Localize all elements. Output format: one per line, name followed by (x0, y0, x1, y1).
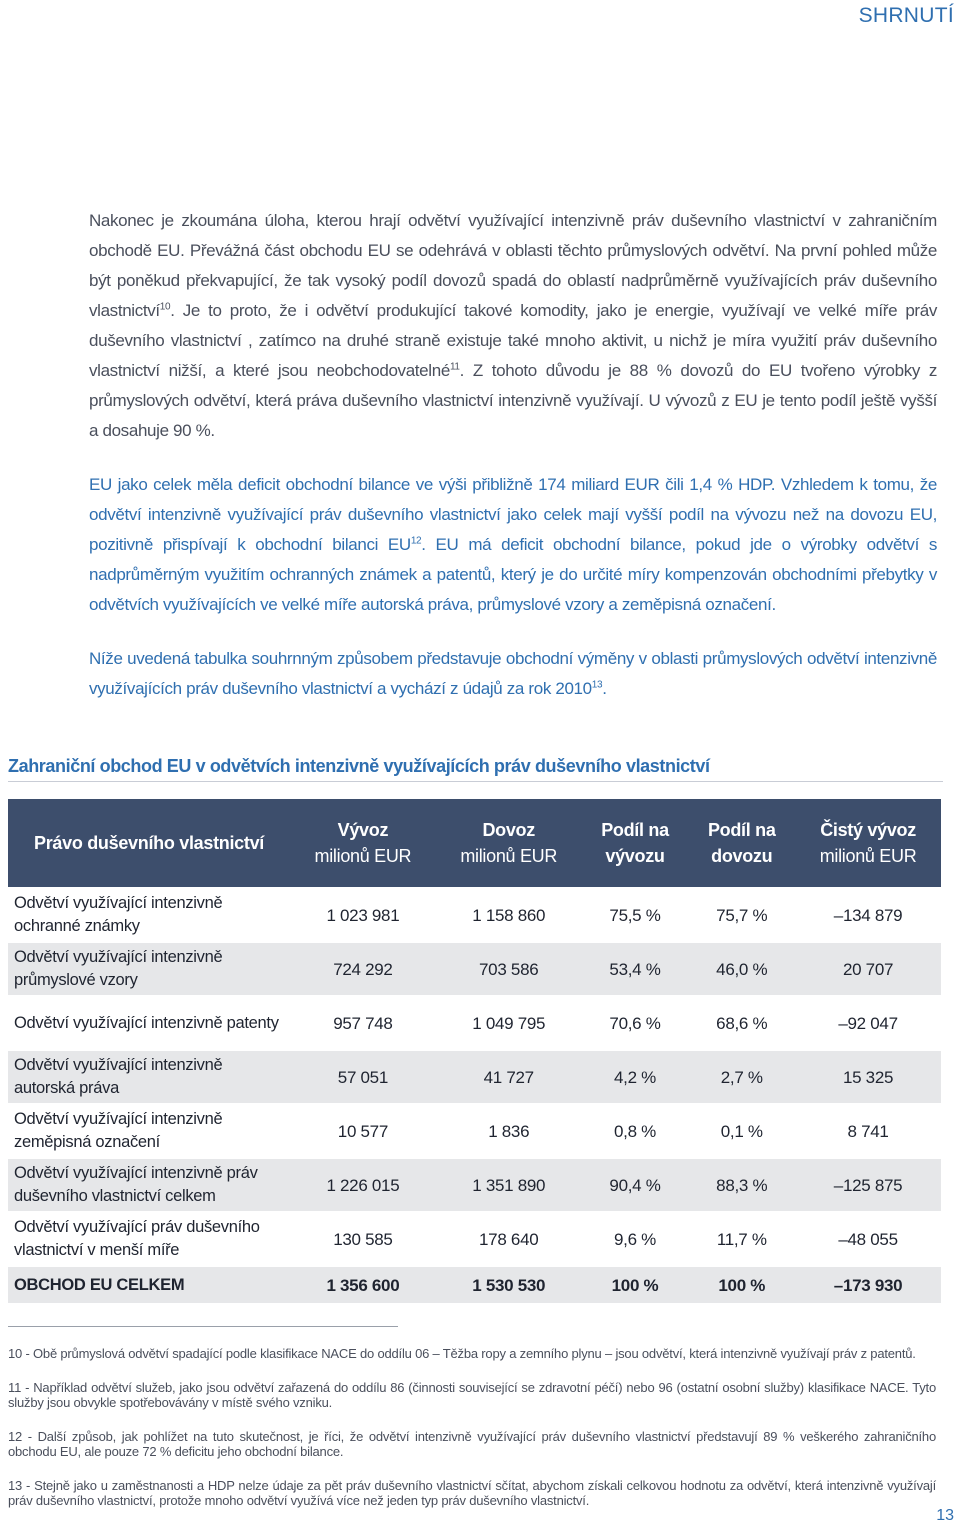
table-title: Zahraniční obchod EU v odvětvích intenzivně využívajících práv duševního vlastnictví (8, 756, 943, 782)
footnote-12: 12 - Další způsob, jak pohlížet na tuto skutečnost, je říci, že odvětví intenzivně využívající práv duševního vlastnictví představují 89 % veškerého zahraničního obchodu EU, ale pouze 72 % deficitu jeho obchodní bilance. (8, 1429, 936, 1459)
header-export: Vývoz milionů EUR (290, 799, 436, 887)
cell-import: 178 640 (436, 1213, 582, 1265)
header-share-import: Podíl na dovozu (688, 799, 795, 887)
cell-import: 1 351 890 (436, 1159, 582, 1211)
cell-share-import: 46,0 % (688, 943, 795, 995)
row-label: Odvětví využívající intenzivně práv duševního vlastnictví celkem (8, 1159, 290, 1211)
cell-share-export: 70,6 % (582, 997, 689, 1049)
footnote-10: 10 - Obě průmyslová odvětví spadající podle klasifikace NACE do oddílu 06 – Těžba ropy a zemního plynu – jsou odvětví, která intenzivně využívají práv z patentů. (8, 1346, 916, 1361)
cell-net: 15 325 (795, 1051, 941, 1103)
header-share-export: Podíl na vývozu (582, 799, 689, 887)
footnote-11: 11 - Například odvětví služeb, jako jsou odvětví zařazená do oddílu 86 (činnosti související se zdravotní péčí) nebo 96 (ostatní osobní služby) klasifikace NACE. Tyto služby jsou obvykle spotřebovávány v místě svého vzniku. (8, 1380, 936, 1410)
row-label: Odvětví využívající intenzivně zeměpisná označení (8, 1105, 290, 1157)
table-row (8, 943, 941, 995)
body-text (89, 206, 937, 728)
cell-import: 1 836 (436, 1105, 582, 1157)
table-header-row (8, 799, 941, 887)
row-label: Odvětví využívající intenzivně ochranné známky (8, 889, 290, 941)
cell-share-import: 0,1 % (688, 1105, 795, 1157)
footnote-ref-10[interactable]: 10 (159, 301, 171, 313)
row-label: Odvětví využívající intenzivně průmyslové vzory (8, 943, 290, 995)
table-row (8, 1051, 941, 1103)
footnote-ref-13[interactable]: 13 (591, 679, 603, 691)
trade-table (8, 797, 941, 1305)
cell-export: 57 051 (290, 1051, 436, 1103)
table-row (8, 1159, 941, 1211)
footnote-ref-11[interactable]: 11 (449, 361, 460, 373)
row-label: Odvětví využívající intenzivně patenty (8, 997, 290, 1049)
cell-export: 130 585 (290, 1213, 436, 1265)
total-share-import: 100 % (688, 1267, 795, 1303)
table-row (8, 1213, 941, 1265)
table-row (8, 997, 941, 1049)
paragraph-2: EU jako celek měla deficit obchodní bilance ve výši přibližně 174 miliard EUR čili 1,4 % HDP. Vzhledem k tomu, že odvětví intenzivně využívající práv duševního vlastnictví jako celek mají vyšší podíl na vývozu než na dovozu EU, pozitivně přispívají k obchodní bilanci EU$^{12}$. EU má deficit obchodní bilance, pokud jde o výrobky odvětví s nadprůměrným využitím ochranných známek a patentů, který je do určité míry kompenzován obchodními přebytky v odvětvích využívajících ve velké míře autorská práva, průmyslové vzory a zeměpisná označení. (89, 475, 937, 614)
cell-net: 8 741 (795, 1105, 941, 1157)
footnote-ref-12[interactable]: 12 (410, 535, 422, 547)
total-net: –173 930 (795, 1267, 941, 1303)
cell-export: 1 023 981 (290, 889, 436, 941)
footnote-divider (8, 1326, 398, 1327)
cell-share-export: 4,2 % (582, 1051, 689, 1103)
total-share-export: 100 % (582, 1267, 689, 1303)
section-label: SHRNUTÍ (858, 4, 954, 27)
table-row (8, 1105, 941, 1157)
table-total-row (8, 1267, 941, 1303)
header-ip-right: Právo duševního vlastnictví (8, 799, 290, 887)
cell-share-import: 75,7 % (688, 889, 795, 941)
cell-net: –92 047 (795, 997, 941, 1049)
paragraph-1: Nakonec je zkoumána úloha, kterou hrají odvětví využívající intenzivně práv duševního vlastnictví v zahraničním obchodě EU. Převážná část obchodu EU se odehrává v oblasti těchto průmyslových odvětví. Na první pohled může být poněkud překvapující, že tak vysoký podíl dovozů spadá do oblastí nadprůměrně využívajících práv duševního vlastnictví$^{10}$. Je to proto, že i odvětví produkující takové komodity, jako je energie, využívají ve velké míře práv duševního vlastnictví , zatímco na druhé straně existuje také mnoho aktivit, u nichž je míra využití práv duševního vlastnictví nižší, a které jsou neobchodovatelné$^{11}$. Z tohoto důvodu je 88 % dovozů do EU tvořeno výrobky z průmyslových odvětví, která práva duševního vlastnictví intenzivně využívají. U vývozů z EU je tento podíl ještě vyšší a dosahuje 90 %. (89, 211, 938, 440)
cell-import: 1 158 860 (436, 889, 582, 941)
cell-share-import: 2,7 % (688, 1051, 795, 1103)
cell-share-export: 90,4 % (582, 1159, 689, 1211)
cell-share-export: 53,4 % (582, 943, 689, 995)
page-number: 13 (936, 1507, 954, 1524)
cell-net: –125 875 (795, 1159, 941, 1211)
cell-share-import: 11,7 % (688, 1213, 795, 1265)
total-import: 1 530 530 (436, 1267, 582, 1303)
header-net-export: Čistý vývoz milionů EUR (795, 799, 941, 887)
cell-export: 724 292 (290, 943, 436, 995)
cell-share-export: 9,6 % (582, 1213, 689, 1265)
cell-net: –134 879 (795, 889, 941, 941)
table-row (8, 889, 941, 941)
cell-share-import: 68,6 % (688, 997, 795, 1049)
cell-share-export: 0,8 % (582, 1105, 689, 1157)
cell-import: 1 049 795 (436, 997, 582, 1049)
paragraph-3: Níže uvedená tabulka souhrnným způsobem představuje obchodní výměny v oblasti průmyslových odvětví intenzivně využívajících práv duševního vlastnictví a vychází z údajů za rok 2010$^{13}$. (89, 649, 937, 698)
cell-export: 957 748 (290, 997, 436, 1049)
cell-export: 1 226 015 (290, 1159, 436, 1211)
cell-net: –48 055 (795, 1213, 941, 1265)
header-import: Dovoz milionů EUR (436, 799, 582, 887)
cell-share-import: 88,3 % (688, 1159, 795, 1211)
row-label: Odvětví využívající intenzivně autorská práva (8, 1051, 290, 1103)
row-label: Odvětví využívající práv duševního vlastnictví v menší míře (8, 1213, 290, 1265)
footnote-13: 13 - Stejně jako u zaměstnanosti a HDP nelze údaje za pět práv duševního vlastnictví sčítat, abychom získali celkovou hodnotu za odvětví, která intenzivně využívají práv duševního vlastnictví, protože mnoho odvětví využívá více než jeden typ práv duševního vlastnictví. (8, 1478, 936, 1508)
total-label: OBCHOD EU CELKEM (8, 1267, 290, 1303)
cell-export: 10 577 (290, 1105, 436, 1157)
cell-import: 703 586 (436, 943, 582, 995)
cell-share-export: 75,5 % (582, 889, 689, 941)
cell-net: 20 707 (795, 943, 941, 995)
total-export: 1 356 600 (290, 1267, 436, 1303)
cell-import: 41 727 (436, 1051, 582, 1103)
footnotes (8, 1346, 936, 1527)
